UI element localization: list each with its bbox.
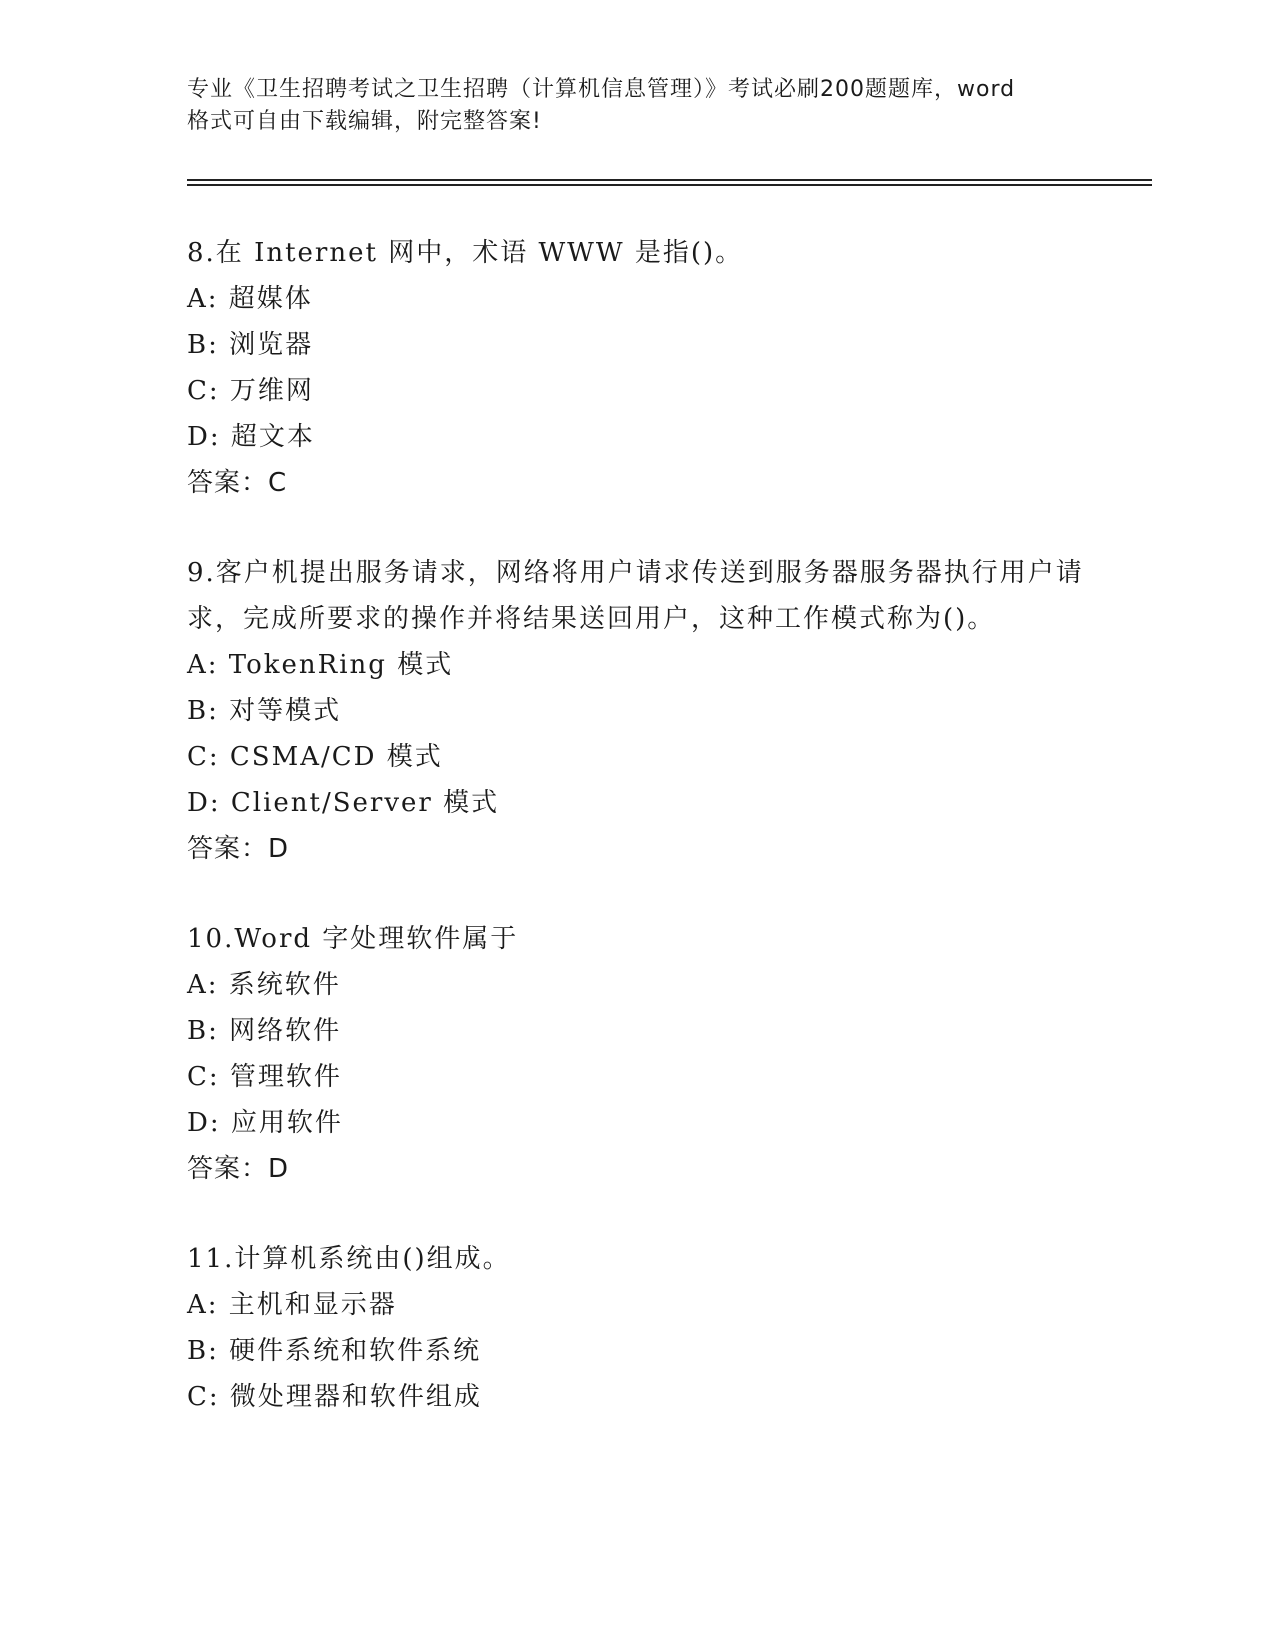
header-line-1: 专业《卫生招聘考试之卫生招聘（计算机信息管理）》考试必刷200题题库，word xyxy=(187,77,1016,102)
option-c: C: 万维网 xyxy=(187,376,314,406)
option-d: D: 应用软件 xyxy=(187,1108,343,1138)
header-divider-bottom xyxy=(187,184,1152,186)
question-10 xyxy=(187,916,1087,1192)
option-a: A: 主机和显示器 xyxy=(187,1290,397,1320)
option-a: A: 超媒体 xyxy=(187,284,313,314)
answer-line: 答案：D xyxy=(187,834,290,864)
option-b: B: 浏览器 xyxy=(187,330,314,360)
option-d: D: 超文本 xyxy=(187,422,315,452)
option-c: C: 管理软件 xyxy=(187,1062,342,1092)
question-list xyxy=(187,230,1087,1464)
question-stem: 9.客户机提出服务请求，网络将用户请求传送到服务器服务器执行用户请求，完成所要求的操作并将结果送回用户，这种工作模式称为()。 xyxy=(187,558,1084,634)
question-stem: 11.计算机系统由()组成。 xyxy=(187,1244,511,1274)
option-c: C: CSMA/CD 模式 xyxy=(187,742,443,772)
option-d: D: Client/Server 模式 xyxy=(187,788,500,818)
option-a: A: 系统软件 xyxy=(187,970,341,1000)
answer-line: 答案：C xyxy=(187,468,288,498)
option-b: B: 硬件系统和软件系统 xyxy=(187,1336,482,1366)
question-stem: 10.Word 字处理软件属于 xyxy=(187,924,519,954)
question-stem: 8.在 Internet 网中，术语 WWW 是指()。 xyxy=(187,238,744,268)
option-a: A: TokenRing 模式 xyxy=(187,650,454,680)
option-b: B: 网络软件 xyxy=(187,1016,342,1046)
header-line-2: 格式可自由下载编辑，附完整答案! xyxy=(187,109,542,134)
question-11 xyxy=(187,1236,1087,1420)
document-header xyxy=(187,74,1087,138)
question-8 xyxy=(187,230,1087,506)
answer-line: 答案：D xyxy=(187,1154,290,1184)
option-b: B: 对等模式 xyxy=(187,696,342,726)
option-c: C: 微处理器和软件组成 xyxy=(187,1382,482,1412)
question-9 xyxy=(187,550,1087,872)
header-divider-top xyxy=(187,179,1152,181)
